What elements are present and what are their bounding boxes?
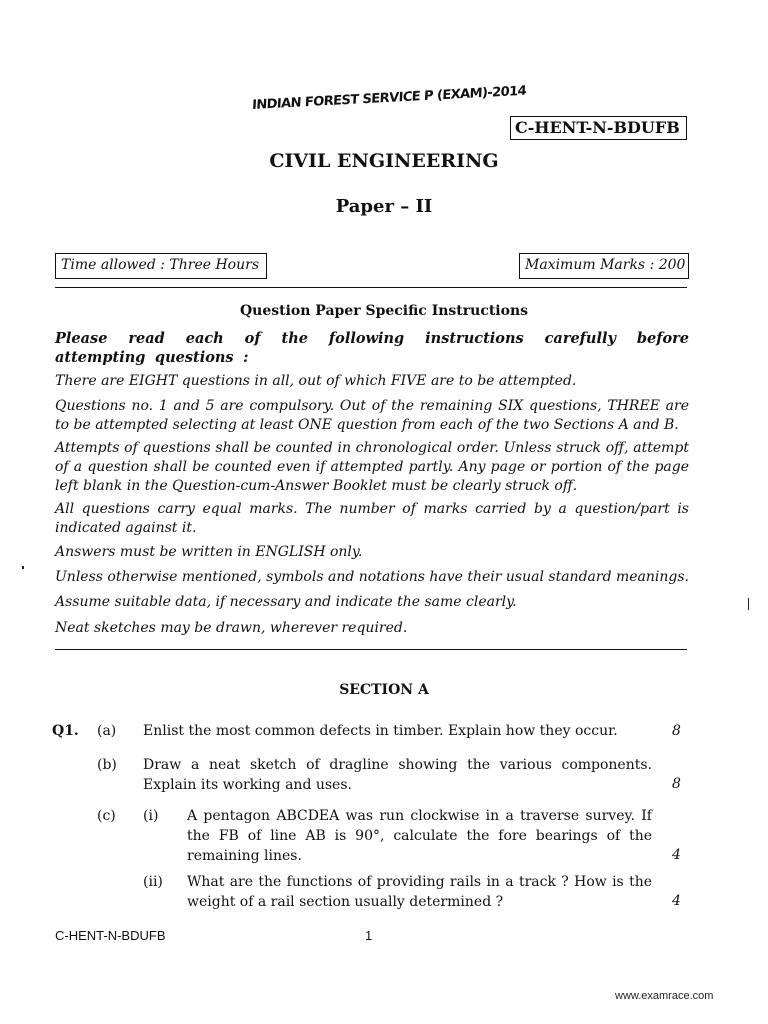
part-b-text: Draw a neat sketch of dragline showing the various components. Explain its working and uses. <box>143 757 652 793</box>
scan-speck <box>22 566 24 569</box>
part-c-i-text: A pentagon ABCDEA was run clockwise in a traverse survey. If the FB of line AB is 90°, calculate the fore bearings of the remaining lines. <box>187 808 652 864</box>
max-marks-text: Maximum Marks : 200 <box>525 257 686 273</box>
instruction-5: Answers must be written in ENGLISH only. <box>55 544 363 560</box>
watermark-url: www.examrace.com <box>615 990 714 1002</box>
part-a-label: (a) <box>97 723 117 739</box>
instruction-1: There are EIGHT questions in all, out of which FIVE are to be attempted. <box>55 373 577 389</box>
instruction-7: Assume suitable data, if necessary and indicate the same clearly. <box>55 594 517 610</box>
part-b-label: (b) <box>97 757 117 773</box>
paper-title: Paper – II <box>335 196 433 217</box>
instructions-heading: Question Paper Specific Instructions <box>239 303 529 319</box>
instruction-3: Attempts of questions shall be counted in chronological order. Unless struck off, attempt of a question shall be counted even if attempted partly. Any page or portion of the page left blank in the Question-cum-Answer Booklet must be clearly struck off. <box>55 440 689 494</box>
part-c-ii-marks: 4 <box>672 893 681 909</box>
instruction-6: Unless otherwise mentioned, symbols and notations have their usual standard meanings. <box>55 569 689 585</box>
bottom-divider <box>55 649 687 650</box>
handwritten-exam-note: INDIAN FOREST SERVICE P (EXAM)-2014 <box>251 83 527 113</box>
footer-paper-code: C-HENT-N-BDUFB <box>55 928 166 943</box>
subject-title: CIVIL ENGINEERING <box>269 150 499 172</box>
section-title: SECTION A <box>339 682 429 698</box>
max-marks-box <box>519 253 689 279</box>
part-c-ii-text: What are the functions of providing rails in a track ? How is the weight of a rail section usually determined ? <box>187 874 652 910</box>
time-allowed-box <box>55 253 267 279</box>
instruction-4: All questions carry equal marks. The number of marks carried by a question/part is indicated against it. <box>55 501 689 536</box>
paper-code-box: C-HENT-N-BDUFB <box>510 116 687 140</box>
instructions-lead: Please read each of the following instructions carefully before attempting questions : <box>55 330 689 366</box>
top-divider <box>55 287 687 288</box>
part-b-marks: 8 <box>672 776 681 792</box>
page-number: 1 <box>365 928 373 943</box>
question-label: Q1. <box>52 723 79 739</box>
part-c-ii-label: (ii) <box>143 874 163 890</box>
part-c-i-label: (i) <box>143 808 159 824</box>
instruction-8: Neat sketches may be drawn, wherever required. <box>55 620 408 636</box>
part-c-label: (c) <box>97 808 116 824</box>
instruction-2: Questions no. 1 and 5 are compulsory. Out of the remaining SIX questions, THREE are to be attempted selecting at least ONE question from each of the two Sections A and B. <box>55 398 689 433</box>
part-a-text: Enlist the most common defects in timber. Explain how they occur. <box>143 723 618 739</box>
scan-speck <box>748 598 749 610</box>
part-c-i-marks: 4 <box>672 847 681 863</box>
time-allowed-text: Time allowed : Three Hours <box>61 257 260 273</box>
part-a-marks: 8 <box>672 723 681 739</box>
